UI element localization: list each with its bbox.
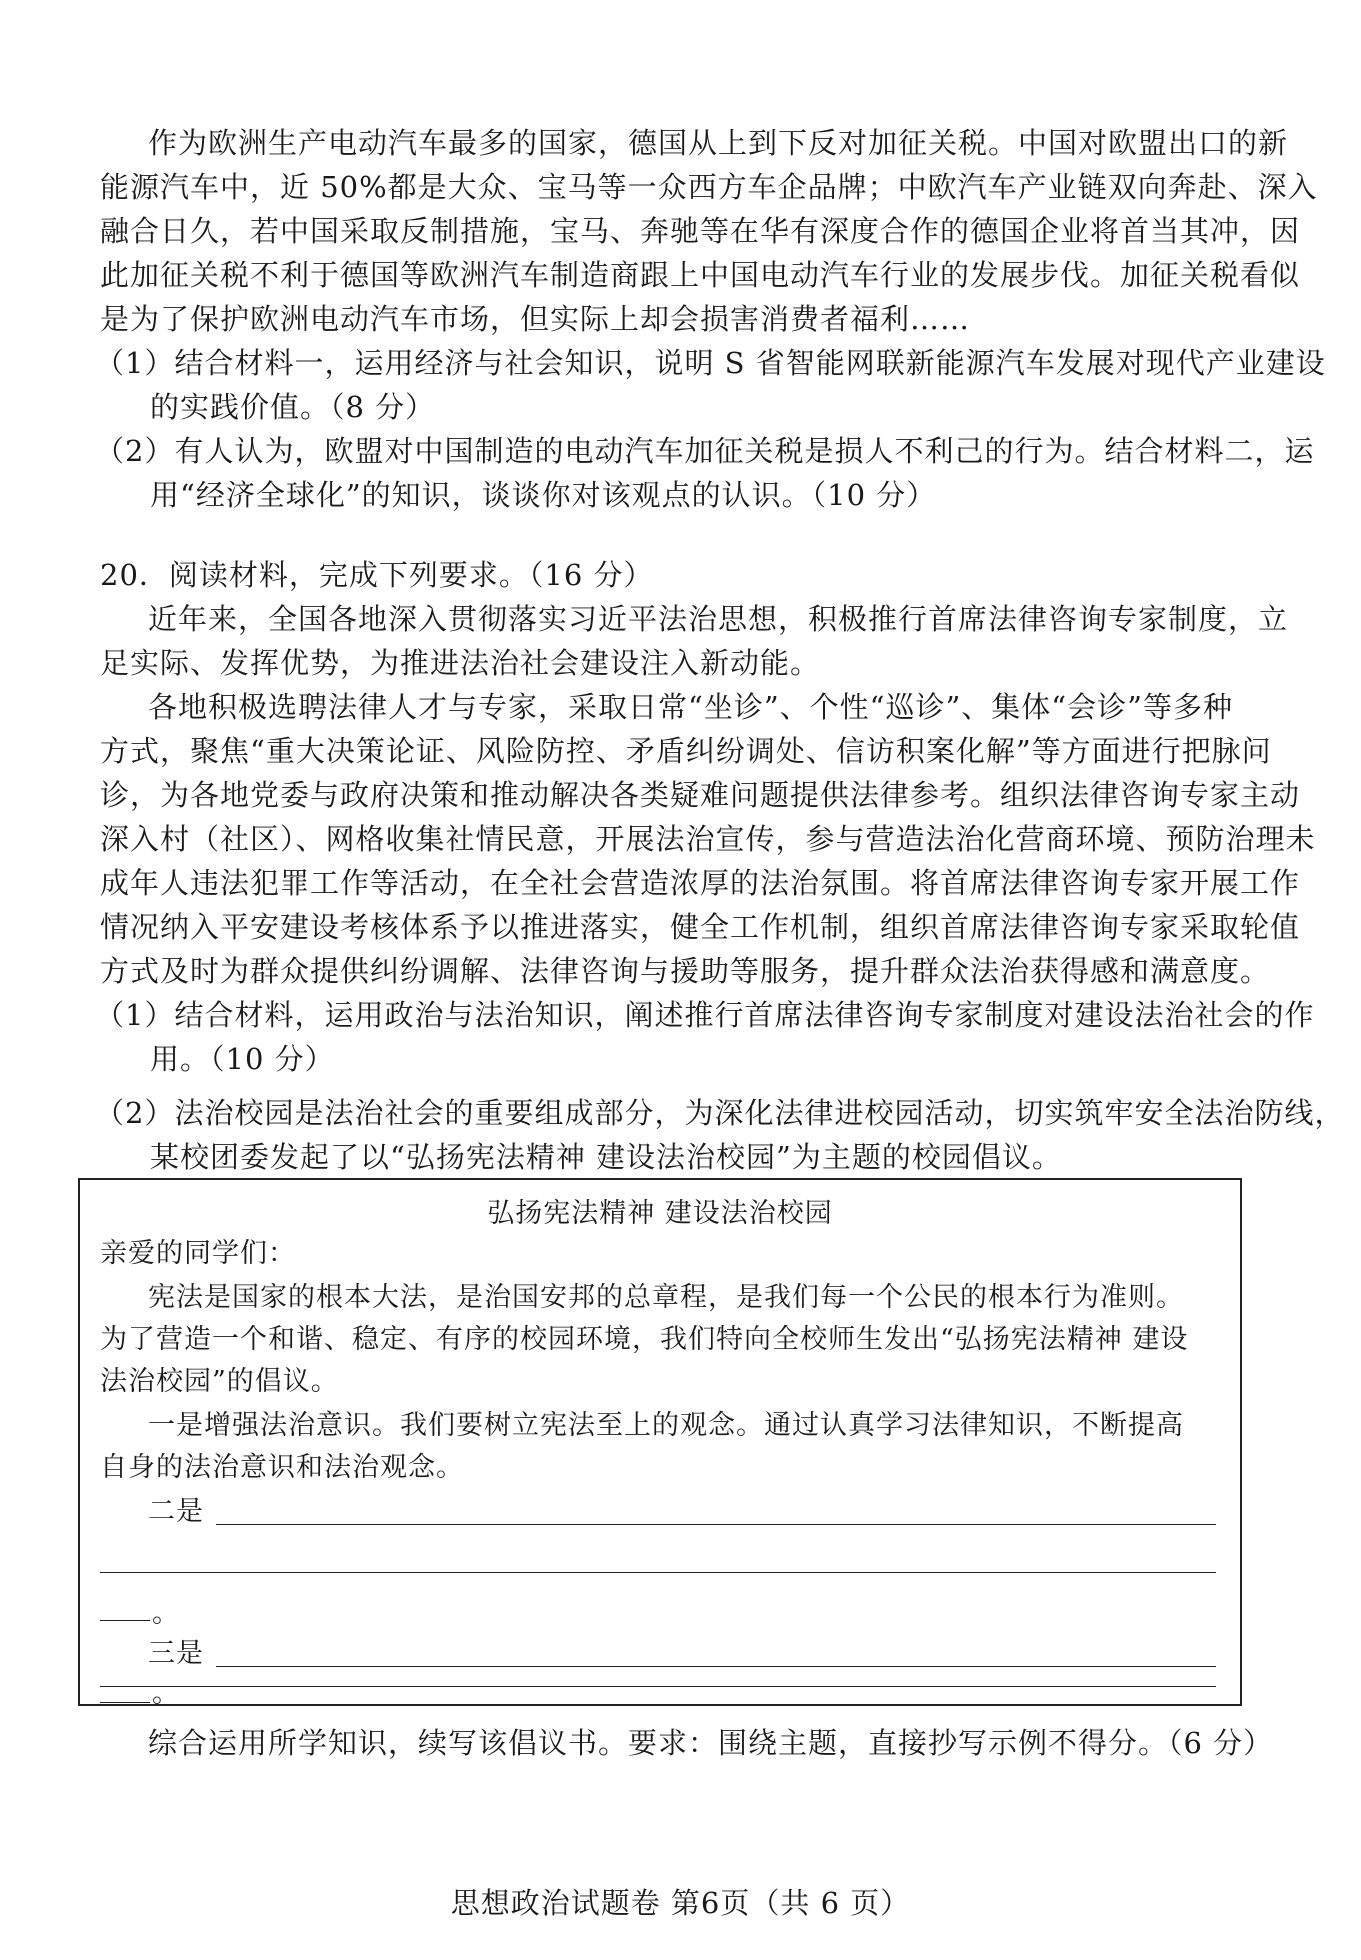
material-paragraph-line: 融合日久，若中国采取反制措施，宝马、奔驰等在华有深度合作的德国企业将首当其冲，因	[100, 214, 1301, 248]
q20-part1-line: 用。（10 分）	[150, 1042, 335, 1076]
q19-part1-line: 的实践价值。（8 分）	[150, 390, 436, 424]
proposal-greeting: 亲爱的同学们：	[100, 1238, 296, 1269]
q20-part1-line: （1）结合材料，运用政治与法治知识，阐述推行首席法律咨询专家制度对建设法治社会的作	[95, 998, 1315, 1032]
answer-blank-line[interactable]	[100, 1686, 1216, 1687]
q20-instruction: 综合运用所学知识，续写该倡议书。要求：围绕主题，直接抄写示例不得分。（6 分）	[148, 1726, 1274, 1760]
proposal-point1-line: 一是增强法治意识。我们要树立宪法至上的观念。通过认真学习法律知识，不断提高	[148, 1410, 1184, 1441]
proposal-point1-line: 自身的法治意识和法治观念。	[100, 1452, 464, 1483]
proposal-point3-label: 三是	[148, 1638, 204, 1669]
material-paragraph-line: 作为欧洲生产电动汽车最多的国家，德国从上到下反对加征关税。中国对欧盟出口的新	[148, 126, 1289, 160]
proposal-period: 。	[152, 1598, 180, 1629]
q20-para2-line: 各地积极选聘法律人才与专家，采取日常“坐诊”、个性“巡诊”、集体“会诊”等多种	[148, 690, 1233, 724]
answer-blank-line[interactable]	[216, 1524, 1216, 1525]
proposal-intro-line: 为了营造一个和谐、稳定、有序的校园环境，我们特向全校师生发出“弘扬宪法精神 建设	[100, 1324, 1189, 1355]
q20-para2-line: 诊，为各地党委与政府决策和推动解决各类疑难问题提供法律参考。组织法律咨询专家主动	[100, 778, 1301, 812]
material-paragraph-line: 能源汽车中，近 50%都是大众、宝马等一众西方车企品牌；中欧汽车产业链双向奔赴、深入	[100, 170, 1318, 204]
proposal-box	[78, 1178, 1242, 1709]
answer-blank-line[interactable]	[100, 1620, 150, 1621]
answer-blank-line[interactable]	[100, 1702, 150, 1703]
q20-part2-line: （2）法治校园是法治社会的重要组成部分，为深化法律进校园活动，切实筑牢安全法治防线，	[95, 1096, 1345, 1130]
material-paragraph-line: 是为了保护欧洲电动汽车市场，但实际上却会损害消费者福利……	[100, 302, 971, 336]
proposal-point2-label: 二是	[148, 1496, 204, 1527]
proposal-intro-line: 宪法是国家的根本大法，是治国安邦的总章程，是我们每一个公民的根本行为准则。	[148, 1282, 1184, 1313]
q20-para1-line: 足实际、发挥优势，为推进法治社会建设注入新动能。	[100, 646, 821, 680]
q20-para2-line: 深入村（社区）、网格收集社情民意，开展法治宣传，参与营造法治化营商环境、预防治理未	[100, 822, 1316, 856]
q20-para2-line: 方式，聚焦“重大决策论证、风险防控、矛盾纠纷调处、信访积案化解”等方面进行把脉问	[100, 734, 1272, 768]
q20-heading: 20．阅读材料，完成下列要求。（16 分）	[100, 558, 654, 592]
q20-para2-line: 成年人违法犯罪工作等活动，在全社会营造浓厚的法治氛围。将首席法律咨询专家开展工作	[100, 866, 1301, 900]
q20-para2-line: 方式及时为群众提供纠纷调解、法律咨询与援助等服务，提升群众法治获得感和满意度。	[100, 954, 1271, 988]
answer-blank-line[interactable]	[100, 1572, 1216, 1573]
q19-part2-line: 用“经济全球化”的知识，谈谈你对该观点的认识。（10 分）	[150, 478, 937, 512]
q20-part2-line: 某校团委发起了以“弘扬宪法精神 建设法治校园”为主题的校园倡议。	[150, 1140, 1062, 1174]
proposal-period: 。	[152, 1678, 180, 1709]
page-footer: 思想政治试题卷 第6页（共 6 页）	[450, 1886, 911, 1920]
q19-part1-line: （1）结合材料一，运用经济与社会知识，说明 S 省智能网联新能源汽车发展对现代产业建设	[95, 346, 1326, 380]
answer-blank-line[interactable]	[216, 1666, 1216, 1667]
q20-para1-line: 近年来，全国各地深入贯彻落实习近平法治思想，积极推行首席法律咨询专家制度，立	[148, 602, 1289, 636]
proposal-intro-line: 法治校园”的倡议。	[100, 1366, 339, 1397]
material-paragraph-line: 此加征关税不利于德国等欧洲汽车制造商跟上中国电动汽车行业的发展步伐。加征关税看似	[100, 258, 1301, 292]
proposal-title: 弘扬宪法精神 建设法治校园	[487, 1198, 833, 1229]
q20-para2-line: 情况纳入平安建设考核体系予以推进落实，健全工作机制，组织首席法律咨询专家采取轮值	[100, 910, 1301, 944]
q19-part2-line: （2）有人认为，欧盟对中国制造的电动汽车加征关税是损人不利己的行为。结合材料二，运	[95, 434, 1315, 468]
